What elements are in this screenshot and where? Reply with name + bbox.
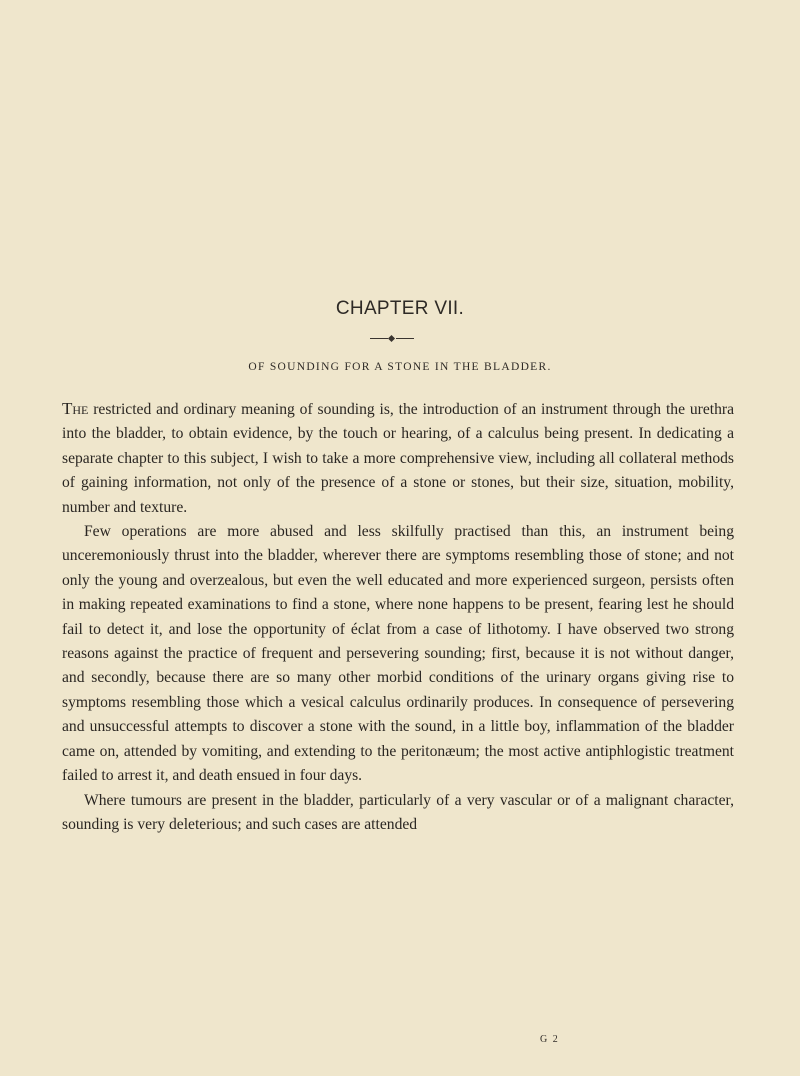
signature-mark: G 2 [540, 1034, 560, 1045]
paragraph-3: Where tumours are present in the bladder, particularly of a very vascular or of a malignant character, sounding is very deleterious; and such cases are attended [62, 791, 734, 833]
ornament-divider [370, 336, 414, 342]
chapter-title: CHAPTER VII. [335, 298, 465, 319]
paragraph-2: Few operations are more abused and less skilfully practised than this, an instrument being unceremoniously thrust into the bladder, wherever there are symptoms resembling those of stone; and not only the young and overzealous, but even the well educated and more experienced surgeon, persists often in making repeated examinations to find a stone, where none happens to be present, fearing lest he should fail to detect it, and lose the opportunity of éclat from a case of lithotomy. I have observed two strong reasons against the practice of frequent and persevering sounding; first, because it is not without danger, and secondly, because there are so many other morbid conditions of the urinary organs giving rise to symptoms resembling those which a vesical calculus ordinarily produces. In consequence of persevering and unsuccessful attempts to discover a stone with the sound, in a little boy, inflammation of the bladder came on, attended by vomiting, and extending to the peritonæum; the most active antiphlogistic treatment failed to arrest it, and death ensued in four days. [62, 523, 734, 785]
ornament-line-right [396, 338, 414, 339]
paragraph-1-text: restricted and ordinary meaning of sounding is, the introduction of an instrument through the urethra into the bladder, to obtain evidence, by the touch or hearing, of a calculus being present. In dedicating a separate chapter to this subject, I wish to take a more comprehensive view, including all collateral methods of gaining information, not only of the presence of a stone or stones, but their size, situation, mobility, number and texture. [62, 401, 734, 516]
diamond-icon [388, 335, 395, 342]
body-text [62, 397, 734, 837]
chapter-subtitle: OF SOUNDING FOR A STONE IN THE BLADDER. [248, 361, 552, 373]
paragraph-1-first-word: The [62, 399, 89, 418]
ornament-line-left [370, 338, 388, 339]
paragraph-1 [62, 397, 734, 520]
